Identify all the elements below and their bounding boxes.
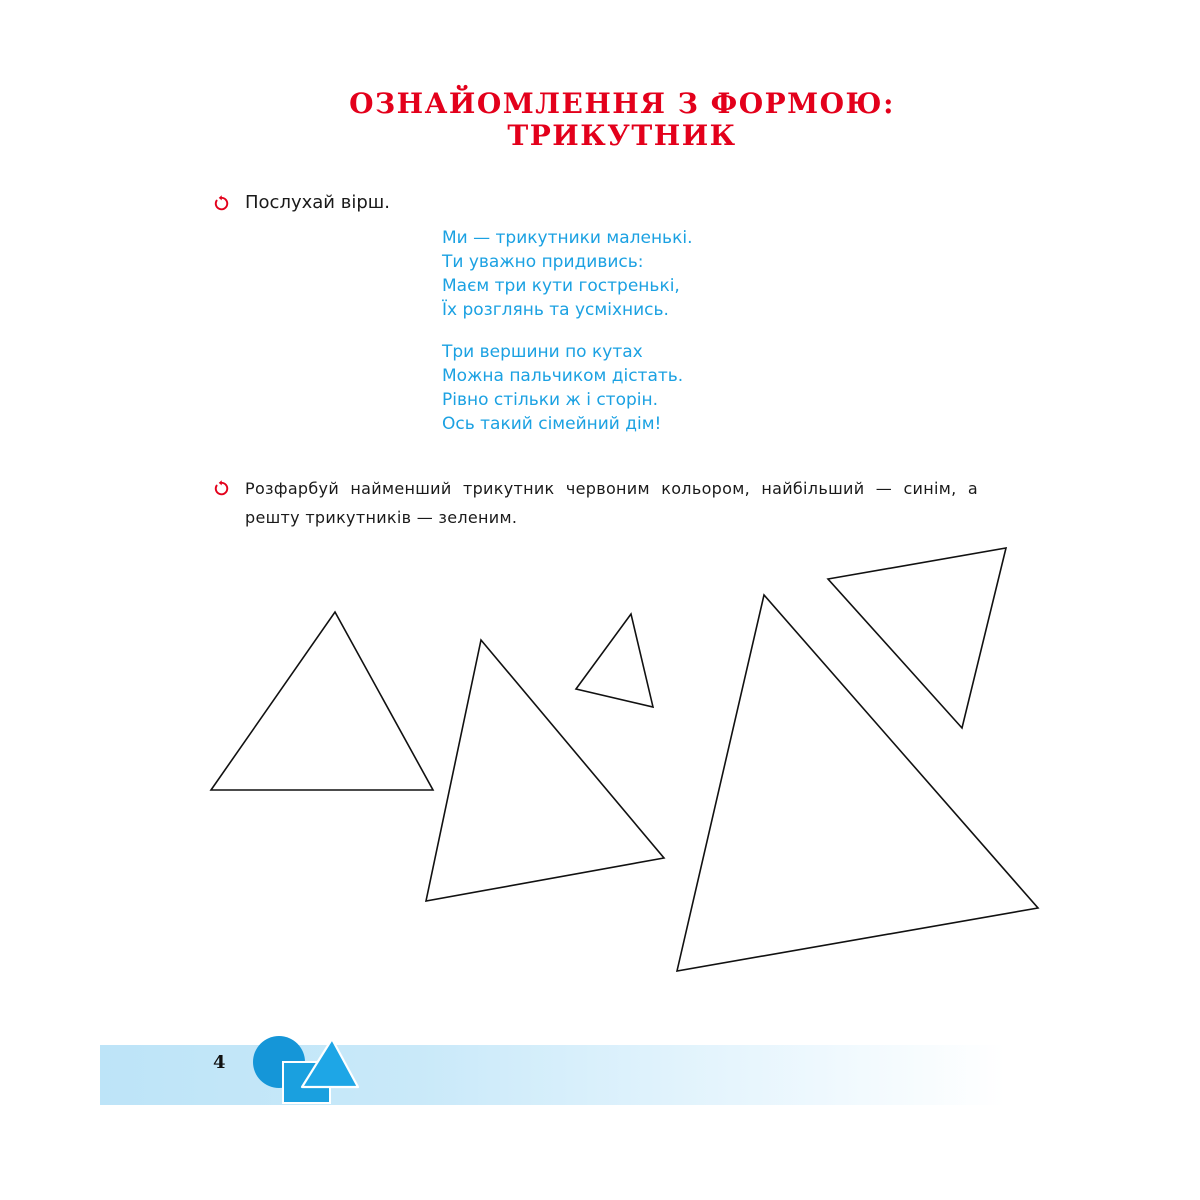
page-title (300, 88, 944, 152)
page-title-line-1: ОЗНАЙОМЛЕННЯ З ФОРМОЮ: (349, 87, 895, 120)
shapes-logo (240, 1030, 370, 1110)
task-2-line-1: Розфарбуй найменший трикутник червоним кольором, найбільший — синім, а (245, 479, 978, 498)
poem-stanza-2 (442, 340, 692, 436)
circular-arrow-icon (213, 194, 230, 211)
poem-line: Можна пальчиком дістать. (442, 366, 684, 386)
triangle-4-largest (677, 595, 1038, 971)
poem-line: Ми — трикутники маленькі. (442, 228, 693, 248)
triangle-2 (426, 640, 664, 901)
poem-line: Ось такий сімейний дім! (442, 414, 662, 434)
poem (442, 226, 692, 436)
task-1-instruction: Послухай вірш. (245, 192, 390, 213)
poem-line: Маєм три кути гостренькі, (442, 276, 680, 296)
poem-line: Рівно стільки ж і сторін. (442, 390, 659, 410)
footer-band (100, 1045, 1005, 1105)
triangle-5 (828, 548, 1006, 728)
poem-stanza-1 (442, 226, 692, 322)
triangle-3-smallest (576, 614, 653, 707)
task-2-line-2: решту трикутників — зеленим. (245, 508, 518, 527)
page-number: 4 (213, 1052, 226, 1073)
poem-line: Три вершини по кутах (442, 342, 643, 362)
circular-arrow-icon (213, 479, 230, 496)
poem-line: Їх розглянь та усміхнись. (442, 300, 669, 320)
task-2-instruction (245, 474, 978, 532)
poem-line: Ти уважно придивись: (442, 252, 644, 272)
triangle-1 (211, 612, 433, 790)
page-title-line-2: ТРИКУТНИК (507, 119, 737, 152)
